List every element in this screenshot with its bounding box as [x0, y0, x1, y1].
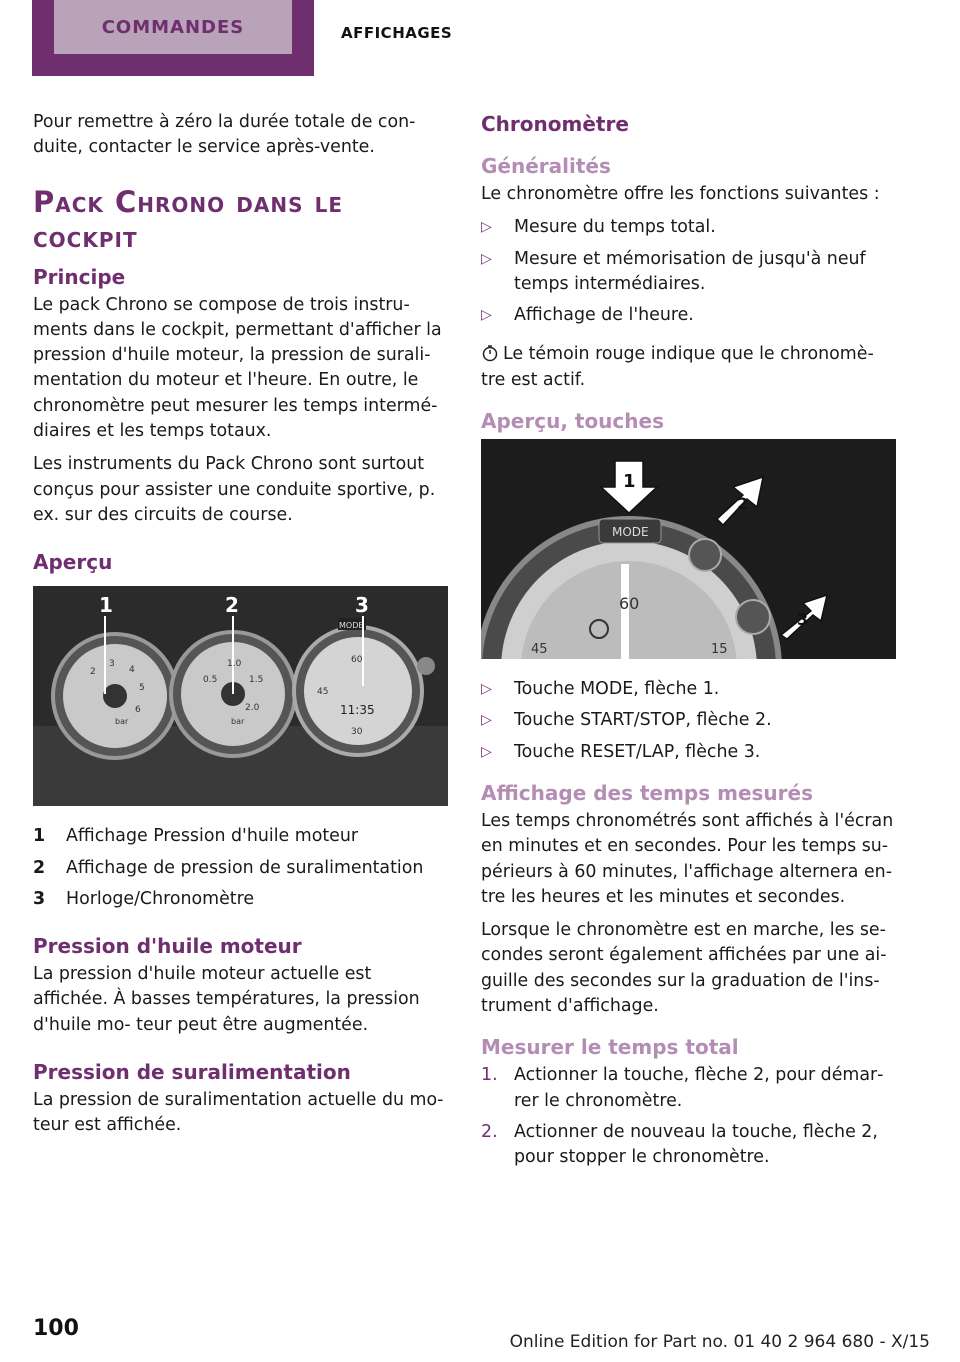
principe-heading: Principe	[33, 264, 126, 289]
gauge1-tick-6: 6	[135, 705, 141, 716]
keys-list	[481, 677, 896, 765]
tab-commandes-label: COMMANDES	[54, 0, 292, 54]
arrow-label-1: 1	[623, 471, 636, 493]
edition-footer: Online Edition for Part no. 01 40 2 964 680 - X/15	[509, 1332, 930, 1352]
legend-item	[33, 887, 451, 912]
oil-pressure-heading: Pression d'huile moteur	[33, 934, 302, 959]
legend-num: 1	[33, 826, 46, 847]
step-text: Actionner de nouveau la touche, flèche 2, pour stopper le chronomètre.	[514, 1121, 878, 1168]
gauge2-unit: bar	[231, 717, 245, 727]
total-time-heading: Mesurer le temps total	[481, 1035, 739, 1060]
gauge1-tick-3: 3	[109, 659, 115, 670]
key-text: Touche MODE, flèche 1.	[514, 679, 720, 700]
dial-60: 60	[619, 594, 640, 614]
gauge-label-3: 3	[355, 593, 369, 618]
apercu-heading: Aperçu	[33, 550, 113, 575]
legend-item	[33, 824, 451, 849]
key-item	[481, 708, 896, 733]
display-paragraph-2: Lorsque le chronomètre est en marche, les se‐ condes seront également affichées par une ai‐ guille des secondes sur la graduation de l'ins‐ trument d'affichage.	[481, 920, 887, 1017]
legend-num: 3	[33, 888, 46, 909]
bullet-triangle-icon: ▷	[481, 743, 492, 760]
bullet-triangle-icon: ▷	[481, 219, 492, 236]
bullet-triangle-icon: ▷	[481, 307, 492, 324]
gauge-label-2: 2	[225, 593, 239, 618]
boost-pressure-heading: Pression de suralimentation	[33, 1060, 351, 1085]
legend-text: Affichage de pression de suralimentation	[66, 857, 424, 878]
total-time-steps	[481, 1063, 896, 1170]
gauge2-tick-10: 1.0	[227, 659, 242, 670]
legend-text: Horloge/Chronomètre	[66, 888, 255, 909]
gauge2-tick-20: 2.0	[245, 703, 260, 714]
principe-paragraph-1: Le pack Chrono se compose de trois instru‐ ments dans le cockpit, permettant d'afficher la pression d'huile moteur, la pression de surali‐ mentation du moteur et l'heure. En outre, le chronomètre peut mesurer les temps intermé‐ diaires et les temps totaux.	[33, 294, 442, 442]
key-text: Touche RESET/LAP, flèche 3.	[514, 741, 761, 762]
gauge-label-1: 1	[99, 593, 113, 618]
gauge2-tick-05: 0.5	[203, 675, 218, 686]
gauges-legend	[33, 824, 451, 912]
general-paragraph: Le chronomètre offre les fonctions suivantes :	[481, 184, 880, 204]
gauge1-unit: bar	[115, 717, 129, 727]
gauge1-tick-4: 4	[129, 665, 135, 676]
chrono-heading: Chronomètre	[481, 112, 629, 136]
intro-paragraph: Pour remettre à zéro la durée totale de con‐ duite, contacter le service après-vente.	[33, 112, 416, 158]
keys-heading: Aperçu, touches	[481, 409, 664, 434]
step-text: Actionner la touche, flèche 2, pour démar‐ rer le chronomètre.	[514, 1065, 884, 1111]
arrow-label-3: 3	[797, 610, 809, 630]
indicator-note-text: Le témoin rouge indique que le chronomè‐ tre est actif.	[481, 344, 874, 390]
gauge3-time: 11:35	[340, 703, 375, 718]
gauge1-tick-2: 2	[90, 667, 96, 678]
step-num: 1.	[481, 1065, 498, 1086]
display-paragraph-1: Les temps chronométrés sont affichés à l'écran en minutes et en secondes. Pour les temps su‐ périeurs à 60 minutes, l'affichage alternera en‐ tre les heures et les minutes et secondes.	[481, 810, 894, 907]
chrono-keys-image	[481, 439, 896, 659]
legend-item	[33, 856, 451, 881]
dial-45: 45	[531, 642, 548, 658]
section-title: Pack Chrono dans le cockpit	[33, 184, 343, 254]
tab-affichages[interactable]: AFFICHAGES	[341, 24, 453, 42]
stopwatch-icon	[481, 344, 499, 362]
function-item	[481, 215, 896, 240]
function-text: Mesure du temps total.	[514, 217, 716, 238]
gauge3-mode: MODE	[339, 621, 364, 631]
function-item	[481, 247, 896, 298]
indicator-note	[481, 342, 896, 393]
key-text: Touche START/STOP, flèche 2.	[514, 710, 772, 731]
oil-pressure-paragraph: La pression d'huile moteur actuelle est affichée. À basses températures, la pression d'huile mo‐ teur peut être augmentée.	[33, 964, 420, 1035]
gauge2-tick-15: 1.5	[249, 675, 264, 686]
display-heading: Affichage des temps mesurés	[481, 780, 813, 805]
page-number: 100	[33, 1316, 79, 1341]
bullet-triangle-icon: ▷	[481, 250, 492, 267]
arrow-label-2: 2	[737, 494, 749, 514]
gauge1-tick-5: 5	[139, 683, 145, 694]
gauge3-tick-45: 45	[317, 687, 329, 698]
dial-15: 15	[711, 642, 728, 658]
key-item	[481, 740, 896, 765]
bullet-triangle-icon: ▷	[481, 681, 492, 698]
functions-list	[481, 215, 896, 328]
step-item	[481, 1120, 896, 1171]
step-item	[481, 1063, 896, 1114]
legend-text: Affichage Pression d'huile moteur	[66, 826, 359, 847]
tab-commandes[interactable]	[32, 0, 314, 76]
function-text: Mesure et mémorisation de jusqu'à neuf temps intermédiaires.	[514, 248, 866, 294]
right-column	[481, 110, 896, 1185]
left-column	[33, 110, 451, 1147]
key-item	[481, 677, 896, 702]
gauge3-tick-30: 30	[351, 727, 363, 738]
function-item	[481, 303, 896, 328]
legend-num: 2	[33, 857, 46, 878]
general-heading: Généralités	[481, 154, 611, 178]
mode-button-label: MODE	[612, 525, 649, 540]
function-text: Affichage de l'heure.	[514, 305, 694, 326]
boost-pressure-paragraph: La pression de suralimentation actuelle du mo‐ teur est affichée.	[33, 1090, 444, 1136]
bullet-triangle-icon: ▷	[481, 712, 492, 729]
principe-paragraph-2: Les instruments du Pack Chrono sont surtout conçus pour assister une conduite sportive, p. ex. sur des circuits de course.	[33, 454, 436, 525]
cockpit-gauges-image	[33, 586, 448, 806]
gauge3-tick-60: 60	[351, 655, 363, 666]
step-num: 2.	[481, 1121, 498, 1142]
